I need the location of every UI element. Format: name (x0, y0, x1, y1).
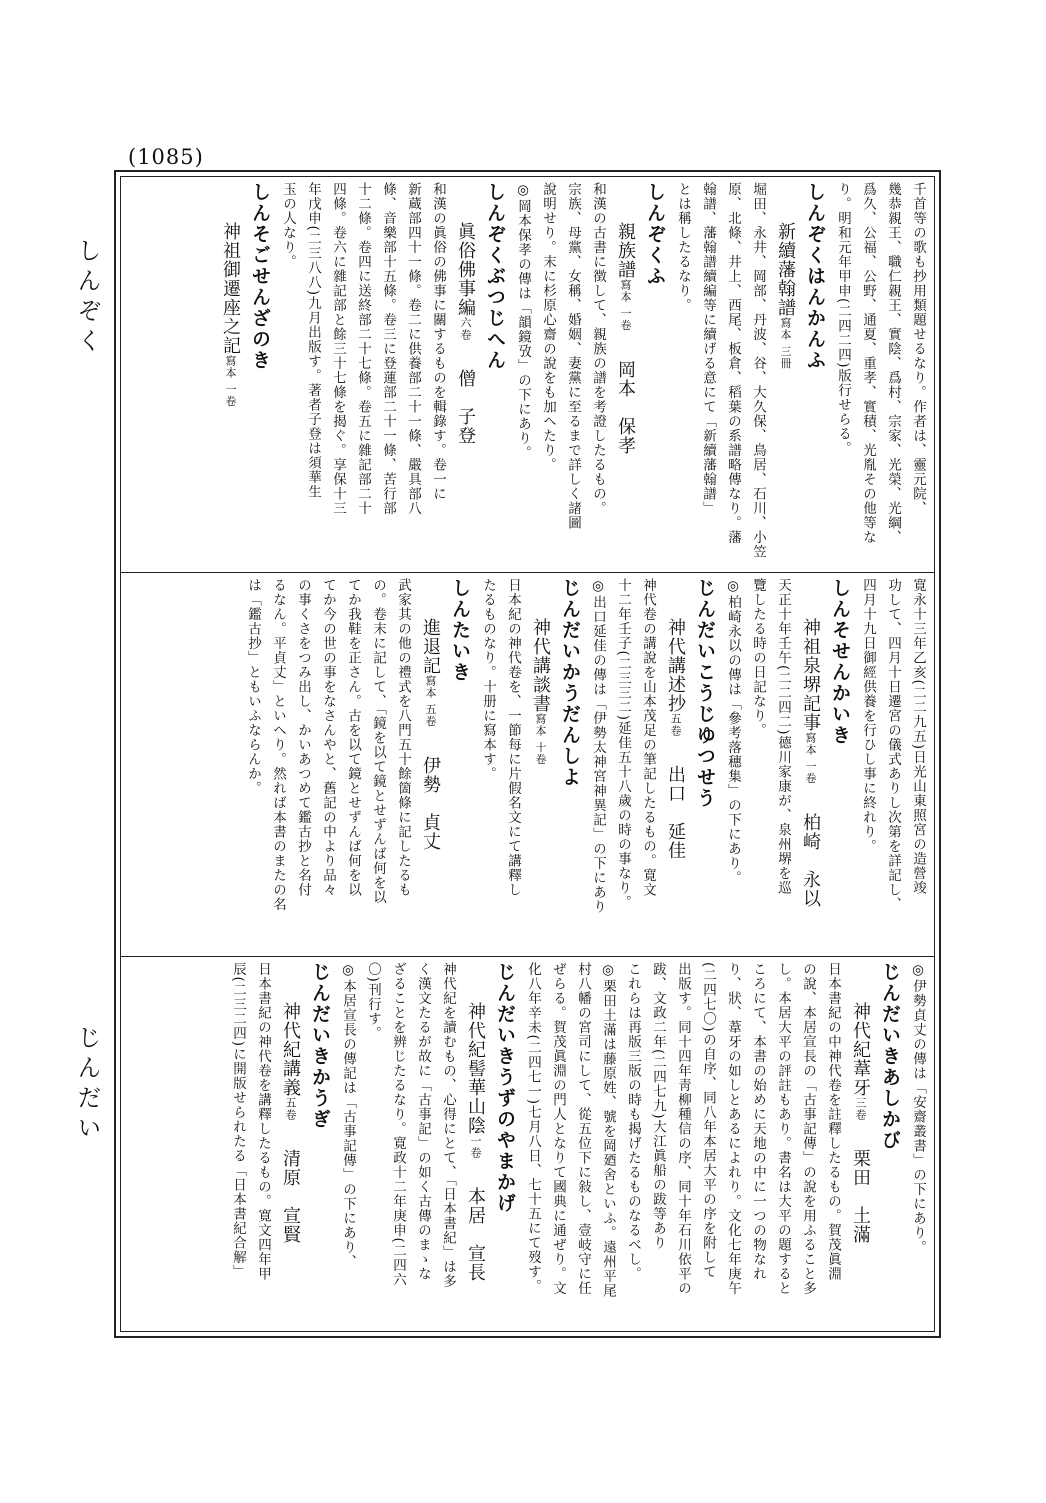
entry-volume-count: 三卷 (854, 1097, 867, 1121)
body-text-line: 堀田、永井、岡部、丹波、谷、大久保、鳥居、石川、小笠 (750, 182, 766, 559)
body-text-line: てか我鞋を正さん。古を以て鏡とせずんば何を以 (345, 578, 361, 897)
body-text-line: 新蔵部四十一條。卷二に供養部二十一條、嚴具部八 (405, 182, 421, 516)
body-text-line: ◎岡本保孝の傳は「韻鏡攷」の下にあり。 (515, 182, 531, 460)
entry-author: 栗田 土滿 (850, 1149, 871, 1244)
entry-title (415, 578, 445, 950)
section-divider-1 (120, 572, 935, 573)
section-top (125, 182, 930, 566)
entry-author: 本居 宣長 (465, 1187, 486, 1282)
body-text-line: 四月十九日御經供養を行ひし事に終れり。 (860, 578, 876, 854)
entry-reading-heading: しんぞくはんかんふ (804, 182, 826, 371)
body-text-line: 神代卷の講說を山本茂足の筆記したるもの。寛文 (640, 578, 656, 897)
entry-volume-count: 五卷 (669, 713, 682, 737)
body-text-line: 幾恭親王、職仁親王、實陰、爲村、宗家、光榮、光綱、 (885, 182, 901, 545)
entry-title-text: 神代講述抄 (665, 618, 686, 713)
body-text-line: り、狀、葦牙の如しとあるによれり。文化七年庚午 (725, 962, 741, 1296)
body-text-line: ◎出口延佳の傳は「伊勢太神宮神異記」の下にあり (590, 578, 606, 914)
body-text-line: 天正十年壬午(二二四二)德川家康が、泉州堺を巡 (775, 578, 791, 896)
body-text-line: 和漢の古書に徴して、親族の譜を考證したるもの。 (590, 182, 606, 516)
body-text-line: とは稱したるなり。 (675, 182, 691, 313)
entry-author: 清原 宣賢 (280, 1149, 301, 1244)
body-text-line: たるものなり。十册に寫本す。 (480, 578, 496, 781)
body-text-line: 〇)刊行す。 (365, 962, 381, 1041)
body-text-line: ◎本居宣長の傳記は「古事記傳」の下にあり、 (340, 962, 356, 1269)
entry-title-text: 眞俗佛事編 (455, 222, 476, 317)
body-text-line: 千首等の歌も抄用類題せるなり。作者は、靈元院、 (910, 182, 926, 516)
entry-title-text: 親族譜 (615, 222, 636, 279)
entry-title (460, 962, 490, 1328)
body-text-line: 十二年壬子(二三三二)延佳五十八歲の時の事なり。 (615, 578, 631, 910)
body-text-line: 覽したる時の日記なり。 (750, 578, 766, 738)
margin-label-top: しんぞく (73, 238, 101, 358)
body-text-line: 出版す。同十四年靑柳種信の序、同十年石川依平の (675, 962, 691, 1296)
body-text-line: るなん。平貞丈」といへり。然れば本書のまたの名 (270, 578, 286, 912)
entry-title-text: 神代講談書 (530, 618, 551, 713)
body-text-line: く漢文たるが故に「古事記」の如く古傳のまゝな (415, 962, 431, 1281)
body-text-line: ぜらる。賀茂眞淵の門人となりて國典に通ぜり。文 (550, 962, 566, 1296)
entry-reading-heading: しんぞくぶつじへん (484, 182, 506, 371)
body-text-line: の事くさをつみ出し、かいあつめて鑑古抄と名付 (295, 578, 311, 897)
body-text-line: 村八幡の宮司にして、從五位下に敍し、壹岐守に任 (575, 962, 591, 1296)
entry-author: 出口 延佳 (665, 765, 686, 860)
body-text-line: これらは再版三版の時も揭げたるものなるべし。 (625, 962, 641, 1281)
entry-reading-heading: しんそごせんざのき (249, 182, 271, 371)
entry-volume-count: 寫本 五卷 (424, 675, 437, 728)
entry-author: 岡本 保孝 (615, 359, 636, 455)
entry-title (660, 578, 690, 950)
entry-volume-count: 一卷 (469, 1135, 482, 1159)
body-text-line: 日本書紀の神代卷を講釋したるもの。寛文四年甲 (255, 962, 271, 1281)
body-text-line: てか今の世の事をなさんやと、舊記の中より品々 (320, 578, 336, 897)
body-text-line: 武家其の他の禮式を八門五十餘箇條に記したるも (395, 578, 411, 897)
entry-reading-heading: じんだいきかうぎ (309, 962, 331, 1130)
page-number: (1085) (128, 145, 204, 169)
body-text-line: 十二條。卷四に送終部二十七條。卷五に雜記部二十 (355, 182, 371, 516)
body-text-line: 神代紀を讀むもの、心得にとて、「日本書紀」は多 (440, 962, 456, 1289)
body-text-line: ◎伊勢貞丈の傳は「安齋叢書」の下にあり。 (910, 962, 926, 1255)
entry-title (770, 182, 800, 566)
entry-reading-heading: じんだいきあしかび (879, 962, 901, 1151)
entry-title (845, 962, 875, 1328)
body-text-line: の說、本居宣長の「古事記傳」の說を用ふること多 (800, 962, 816, 1296)
entry-title-text: 神代紀髻華山陰 (465, 1002, 486, 1135)
body-text-line: 宗族、母黨、女稱、婚姻、妻黨に至るまで詳しく諸圖 (565, 182, 581, 530)
entry-volume-count: 寫本 一卷 (804, 732, 817, 785)
entry-title (215, 182, 245, 566)
entry-title-text: 神祖御遷座之記 (220, 222, 241, 355)
body-text-line: 翰譜、藩翰譜續編等に續げる意にて「新續藩翰譜」 (700, 182, 716, 516)
body-text-line: 原、北條、井上、西尾、板倉、稻葉の系譜略傳なり。藩 (725, 182, 741, 545)
entry-author: 僧 子登 (455, 369, 476, 445)
entry-title (795, 578, 825, 950)
entry-title-text: 進退記 (420, 618, 441, 675)
body-text-line: 年戊申(二三八八)九月出版す。著者子登は須華生 (305, 182, 321, 500)
entry-title-text: 神代紀講義 (280, 1002, 301, 1097)
section-bottom (125, 962, 930, 1328)
entry-volume-count: 寫本 十卷 (534, 713, 547, 766)
body-text-line: ころにて、本書の始めに天地の中に一つの物なれ (750, 962, 766, 1281)
section-middle (125, 578, 930, 950)
entry-title (275, 962, 305, 1328)
body-text-line: 條、音樂部十五條。卷三に登蓮部二十一條、苦行部 (380, 182, 396, 516)
entry-reading-heading: しんたいき (449, 578, 471, 683)
body-text-line: 功して、四月十日遷宮の儀式ありし次第を詳記し、 (885, 578, 901, 912)
body-text-line: 爲久、公福、公野、通夏、重孝、實積、光胤その他等な (860, 182, 876, 545)
section-divider-2 (120, 956, 935, 957)
body-text-line: ざることを辨じたるなり。寛政十二年庚申(二四六 (390, 962, 406, 1288)
entry-volume-count: 五卷 (284, 1097, 297, 1121)
body-text-line: 玉の人なり。 (280, 182, 296, 269)
entry-reading-heading: じんだいこうじゆつせう (694, 578, 716, 809)
body-text-line: 化八年辛未(二四七一)七月八日、七十五にて歿す。 (525, 962, 541, 1294)
entry-reading-heading: しんぞくふ (644, 182, 666, 287)
entry-volume-count: 六卷 (459, 317, 472, 341)
entry-title (525, 578, 555, 950)
body-text-line: は「鑑古抄」ともいふならんか。 (245, 578, 261, 796)
body-text-line: 日本紀の神代卷を、一節每に片假名文にて講釋し (505, 578, 521, 897)
body-text-line: 日本書紀の中神代卷を註釋したるもの。賀茂眞淵 (825, 962, 841, 1281)
margin-label-bottom: じんだい (73, 1025, 101, 1145)
body-text-line: ◎柏崎永以の傳は「參考落穗集」の下にあり。 (725, 578, 741, 885)
entry-title (610, 182, 640, 566)
entry-author: 柏崎 永以 (800, 812, 821, 908)
entry-reading-heading: しんそせんかいき (829, 578, 851, 746)
body-text-line: (二四七〇)の自序、同八年本居大平の序を附して (700, 962, 716, 1280)
body-text-line: し。本居大平の評註もあり。書名は大平の題すると (775, 962, 791, 1296)
entry-volume-count: 寫本 三冊 (779, 317, 792, 370)
body-text-line: の。卷末に記して、「鏡を以て鏡とせずんば何を以 (370, 578, 386, 905)
entry-title-text: 神代紀葦牙 (850, 1002, 871, 1097)
body-text-line: 說明せり。末に杉原心齋の說をも加へたり。 (540, 182, 556, 472)
entry-volume-count: 寫本 一卷 (619, 279, 632, 332)
body-text-line: り。明和元年甲申(二四二四)版行せらる。 (835, 182, 851, 456)
body-text-line: 四條。卷六に雜記部と餘三十七條を揭ぐ。享保十三 (330, 182, 346, 516)
body-text-line: 辰(二三二四)に開版せられたる「日本書紀合解」 (230, 962, 246, 1280)
entry-title-text: 神祖泉堺記事 (800, 618, 821, 732)
entry-reading-heading: じんだいかうだんしよ (559, 578, 581, 788)
entry-author: 伊勢 貞丈 (420, 755, 441, 851)
entry-volume-count: 寫本 一卷 (224, 355, 237, 408)
entry-title-text: 新續藩翰譜 (775, 222, 796, 317)
body-text-line: 和漢の眞俗の佛事に關するものを輯錄す。卷一に (430, 182, 446, 501)
body-text-line: 寛永十三年乙亥(二二九五)日光山東照宮の造營竣 (910, 578, 926, 896)
body-text-line: ◎栗田土滿は藤原姓、號を岡廼舍といふ。遠州平尾 (600, 962, 616, 1298)
entry-title (450, 182, 480, 566)
entry-reading-heading: じんだいきうずのやまかげ (494, 962, 516, 1214)
body-text-line: 跋、文政二年(二四七九)大江眞船の跋等あり (650, 962, 666, 1251)
